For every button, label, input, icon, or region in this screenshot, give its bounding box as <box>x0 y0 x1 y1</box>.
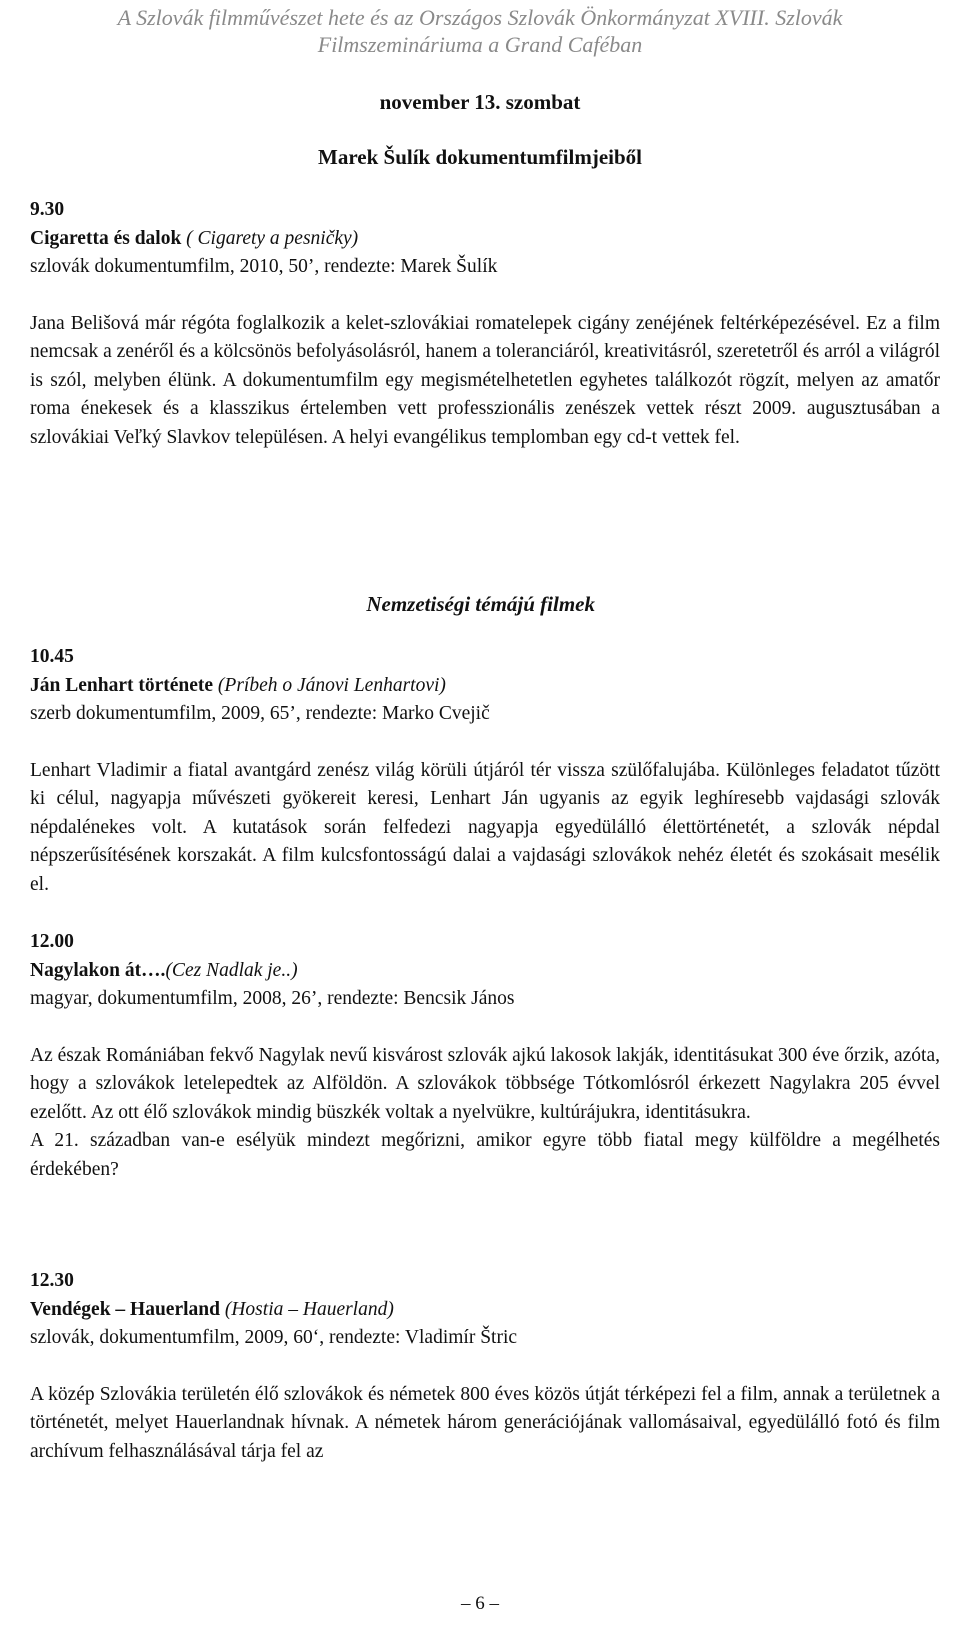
film-description-2: A 21. században van-e esélyük mindezt megőrizni, amikor egyre több fiatal megy külföldre a megélhetés érdekében? <box>30 1130 940 1180</box>
film-title <box>30 672 940 701</box>
film-time: 12.30 <box>30 1270 74 1291</box>
film-entry-cigaretta <box>30 196 940 452</box>
film-time: 12.00 <box>30 931 74 952</box>
section-title-sulik: Marek Šulík dokumentumfilmjeiből <box>318 145 642 169</box>
film-entry-hauerland <box>30 1267 940 1466</box>
film-title-hu: Cigaretta és dalok <box>30 227 182 249</box>
header-line-2: Filmszemináriuma a Grand Caféban <box>317 32 643 57</box>
section-title-nemzetisegi <box>0 590 920 619</box>
film-time: 9.30 <box>30 199 65 220</box>
film-info: magyar, dokumentumfilm, 2008, 26’, rendezte: Bencsik János <box>30 988 515 1009</box>
film-description: Az észak Romániában fekvő Nagylak nevű kisvárost szlovák ajkú lakosok lakják, identitásukat 300 éve őrzik, azóta, hogy a szlovákok letelepedtek az Alföldön. A szlovákok többsége Tótkomlósról érkezett Nagylakra 205 évvel ezelőtt. Az ott élő szlovákok mindig büszkék voltak a nyelvükre, kultúrájukra, identitásukra. <box>30 1044 940 1123</box>
film-title-hu: Ján Lenhart története <box>30 674 214 696</box>
page-header <box>0 4 960 58</box>
section-title-text: Nemzetiségi témájú filmek <box>366 592 595 616</box>
film-title-original: (Príbeh o Jánovi Lenhartovi) <box>213 674 446 696</box>
film-time: 10.45 <box>30 646 74 667</box>
film-title <box>30 225 940 254</box>
film-title-hu: Vendégek – Hauerland <box>30 1298 220 1320</box>
film-info: szlovák, dokumentumfilm, 2009, 60‘, rendezte: Vladimír Štric <box>30 1327 518 1348</box>
film-title-hu: Nagylakon át…. <box>30 959 166 981</box>
film-description: Jana Belišová már régóta foglalkozik a kelet-szlovákiai romatelepek cigány zenéjének feltérképezésével. Ez a film nemcsak a zenéről és a kölcsönös befolyásolásról, hanem a toleranciáról, kreativitásról, szeretetről és arról a világról is szól, melyben élünk. A dokumentumfilm egy megismételhetetlen egyhetes találkozót rögzít, melyen az amatőr roma énekesek és a klasszikus értelemben vett professzionális zenészek vettek részt 2009. augusztusában a szlovákiai Veľký Slavkov településen. A helyi evangélikus templomban egy cd-t vettek fel. <box>30 312 940 448</box>
film-title-original: (Cez Nadlak je..) <box>165 959 298 981</box>
film-title <box>30 1296 940 1325</box>
film-entry-nagylak <box>30 928 940 1184</box>
film-entry-lenhart <box>30 643 940 899</box>
film-title-original: ( Cigarety a pesničky) <box>181 227 359 249</box>
date-heading: november 13. szombat <box>379 90 581 114</box>
film-title-original: (Hostia – Hauerland) <box>219 1298 394 1320</box>
film-description: Lenhart Vladimir a fiatal avantgárd zenész világ körüli útjáról tér vissza szülőfalujába. Különleges feladatot tűzött ki célul, nagyapja művészeti gyökereit keresi, Lenhart Ján ugyanis az egyik leghíresebb vajdasági szlovák népdalénekes volt. A kutatások során felfedezi nagyapja egyedülálló élettörténetét, a szlovák népdal népszerűsítésének korszakát. A film kulcsfontosságú dalai a vajdasági szlovákok nehéz életét és szokásait mesélik el. <box>30 759 940 895</box>
film-info: szerb dokumentumfilm, 2009, 65’, rendezte: Marko Cvejič <box>30 703 490 724</box>
film-description: A közép Szlovákia területén élő szlovákok és németek 800 éves közös útját térképezi fel a film, annak a területnek a történetét, melyet Hauerlandnak hívnak. A németek három generációjának vallomásaival, egyedülálló fotó és film archívum felhasználásával tárja fel az <box>30 1383 940 1462</box>
film-info: szlovák dokumentumfilm, 2010, 50’, rendezte: Marek Šulík <box>30 256 498 277</box>
header-line-1: A Szlovák filmművészet hete és az Országos Szlovák Önkormányzat XVIII. Szlovák <box>117 5 843 30</box>
film-title <box>30 957 940 986</box>
page-number: – 6 – <box>461 1593 499 1614</box>
